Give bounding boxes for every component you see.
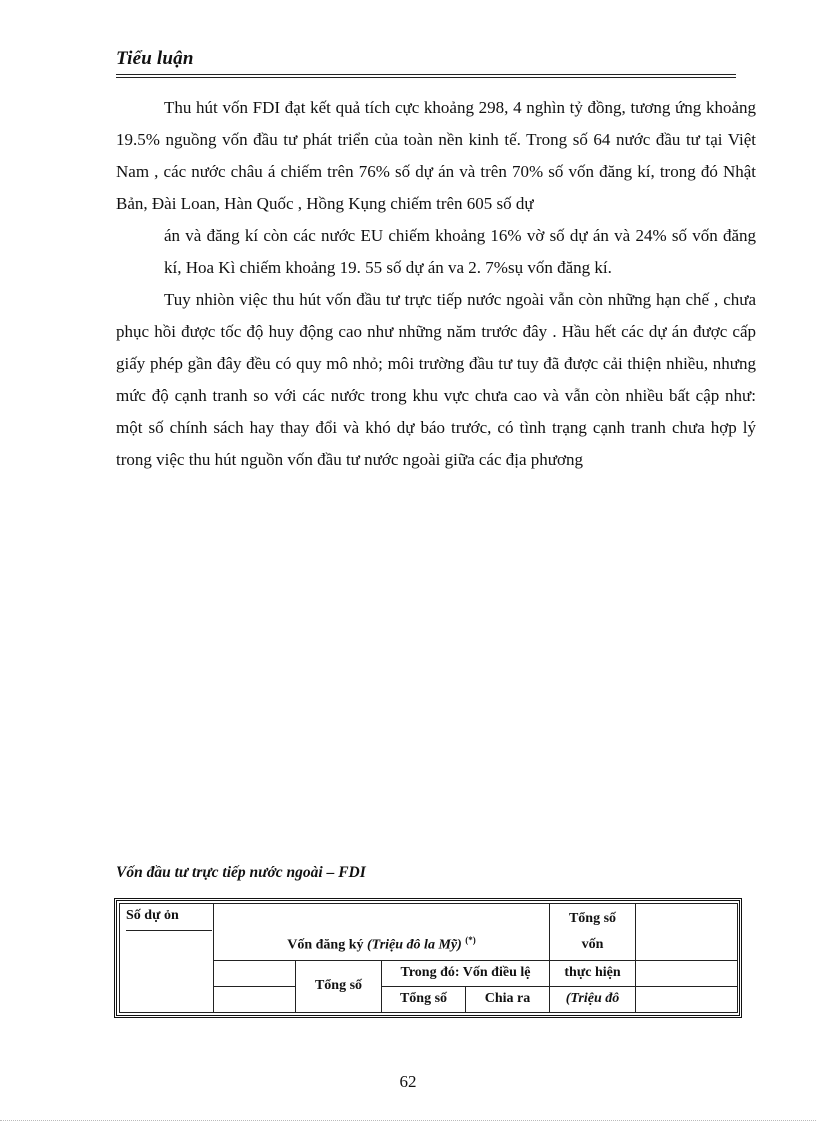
header-projects <box>120 904 214 1013</box>
empty-cell <box>214 986 296 1012</box>
header-sub-total: Tổng số <box>296 960 382 1012</box>
underline <box>126 930 212 931</box>
total-line1: Tổng số <box>568 910 617 926</box>
empty-cell <box>214 960 296 986</box>
registered-unit: (Triệu đô la Mỹ) <box>367 937 462 953</box>
header-divided: Chia ra <box>466 986 550 1012</box>
header-rule <box>116 74 736 75</box>
total-line4: (Triệu đô <box>550 986 636 1012</box>
empty-cell <box>636 960 738 986</box>
total-line3: thực hiện <box>550 960 636 986</box>
header-title: Tiểu luận <box>116 48 194 69</box>
page-header <box>116 48 736 70</box>
header-registered-capital <box>214 904 550 961</box>
page-number: 62 <box>399 1072 417 1091</box>
empty-cell <box>636 904 738 961</box>
header-total-implemented <box>550 904 636 961</box>
header-of-which: Trong đó: Vốn điều lệ <box>382 960 550 986</box>
table-caption: Vốn đầu tư trực tiếp nước ngoài – FDI <box>116 864 366 881</box>
paragraph: án và đăng kí còn các nước EU chiếm khoảng 16% vờ số dự án và 24% số vốn đăng kí, Hoa Kì chiếm khoảng 19. 55 số dự án va 2. 7%sụ vốn đăng kí. <box>164 226 756 277</box>
header-sub-sub-total: Tổng số <box>382 986 466 1012</box>
footnote-mark: (*) <box>465 934 476 945</box>
empty-cell <box>636 986 738 1012</box>
body-text <box>116 92 756 476</box>
paragraph: Tuy nhiòn việc thu hút vốn đầu tư trực tiếp nước ngoài vẫn còn những hạn chế , chưa phục hồi được tốc độ huy động cao như những năm trước đây . Hầu hết các dự án được cấp giấy phép gần đây đều có quy mô nhỏ; môi trường đầu tư tuy đã được cải thiện nhiều, nhưng mức độ cạnh tranh so với các nước trong khu vực chưa cao và vẫn còn nhiều bất cập như: một số chính sách hay thay đổi và khó dự báo trước, có tình trạng cạnh tranh chưa hợp lý trong việc thu hút nguồn vốn đầu tư nước ngoài giữa các địa phương <box>116 290 756 469</box>
page-bottom-border <box>0 1120 816 1121</box>
paragraph: Thu hút vốn FDI đạt kết quả tích cực khoảng 298, 4 nghìn tỷ đồng, tương ứng khoảng 19.5% nguồng vốn đầu tư phát triển của toàn nền kinh tế. Trong số 64 nước đầu tư tại Việt Nam , các nước châu á chiếm trên 76% số dự án và trên 70% số vốn đăng kí, trong đó Nhật Bản, Đài Loan, Hàn Quốc , Hồng Kụng chiếm trên 605 số dự <box>116 98 756 213</box>
fdi-table-grid <box>119 903 738 1013</box>
total-line2: vốn <box>581 936 604 952</box>
fdi-table <box>114 898 742 1018</box>
header-projects-label: Số dự ỏn <box>126 908 179 923</box>
registered-label: Vốn đăng ký <box>287 937 368 953</box>
header-rule <box>116 77 736 78</box>
